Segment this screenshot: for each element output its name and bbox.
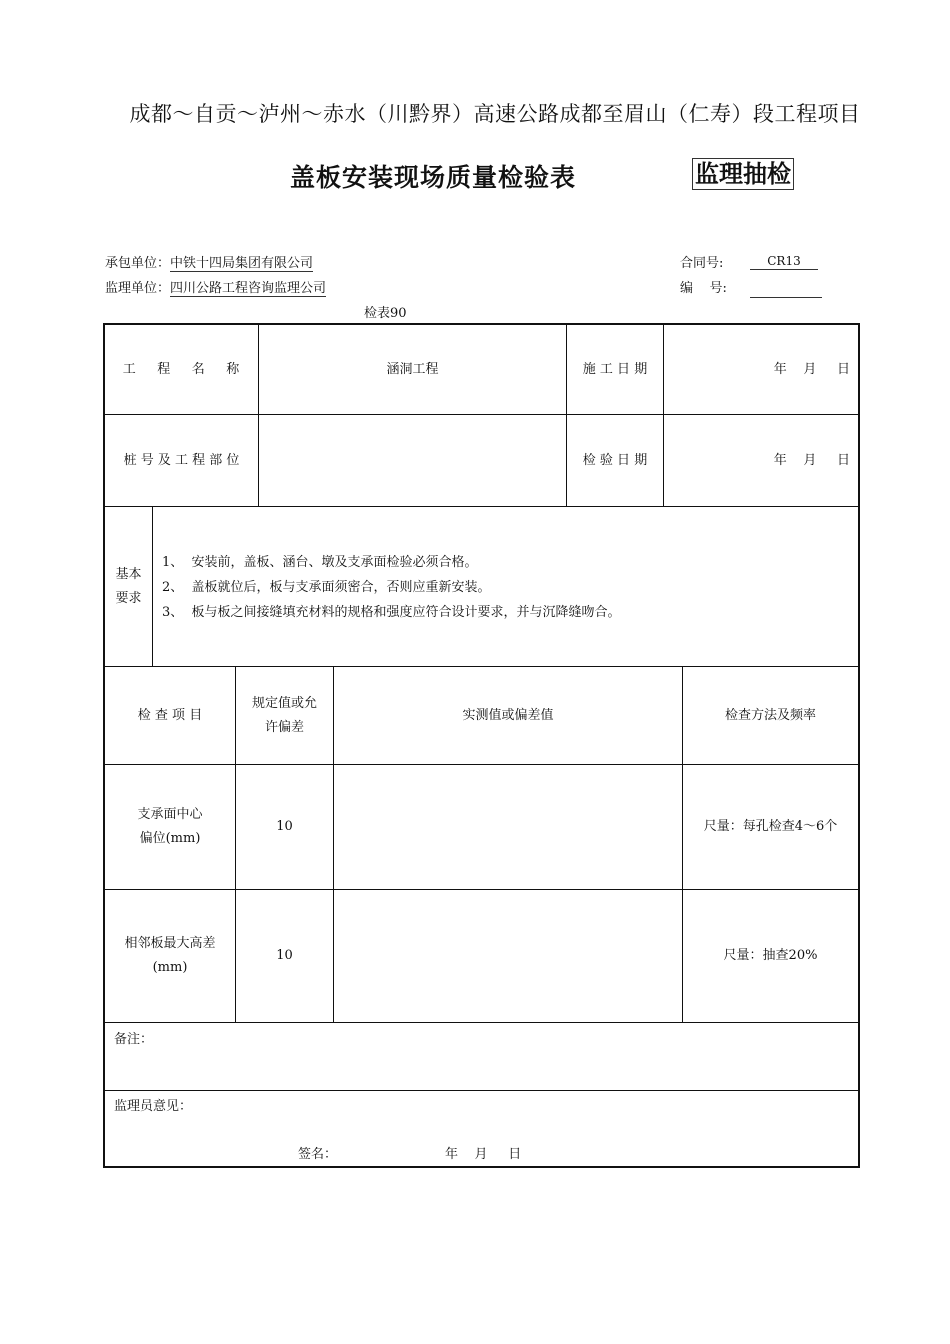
- basic-requirements-label-line2: 要求: [115, 590, 142, 606]
- contractor-row: [105, 252, 313, 271]
- serial-no-label: 编 号:: [680, 281, 727, 296]
- construction-date-label: 施 工 日 期: [582, 361, 648, 377]
- row-2-item-line1: 相邻板最大高差: [124, 936, 216, 951]
- remarks-label: 备注：: [114, 1032, 154, 1047]
- table-row-2-item: [105, 890, 235, 1022]
- row-1-measured[interactable]: [334, 765, 682, 889]
- station-label: 桩 号 及 工 程 部 位: [123, 452, 240, 468]
- form-title: 盖板安装现场质量检验表: [290, 163, 577, 192]
- col-header-spec-line2: 许偏差: [264, 719, 304, 735]
- contract-no-value: CR13: [750, 254, 818, 270]
- requirement-3: 3、 板与板之间接缝填充材料的规格和强度应符合设计要求，并与沉降缝吻合。: [162, 605, 621, 620]
- form-code: 检表90: [364, 306, 407, 321]
- inspection-date-label: 检 验 日 期: [582, 452, 648, 468]
- contractor-value: 中铁十四局集团有限公司: [170, 256, 314, 271]
- row-1-method: 尺量：每孔检查4～6个: [703, 819, 838, 834]
- row-2-method: 尺量：抽查20%: [723, 948, 818, 963]
- row-2-spec: 10: [276, 948, 293, 963]
- table-row-1-item: [105, 765, 235, 889]
- basic-requirements-label-line1: 基本: [115, 566, 142, 582]
- row-1-item-line2: 偏位(mm): [139, 831, 201, 846]
- col-header-measured: 实测值或偏差值: [462, 707, 554, 723]
- inspection-table: [103, 323, 860, 1168]
- contractor-label: 承包单位：: [105, 256, 171, 271]
- project-name-value: 涵洞工程: [386, 361, 439, 377]
- station-value[interactable]: [259, 415, 566, 506]
- opinion-label: 监理员意见：: [114, 1099, 193, 1114]
- col-header-method: 检查方法及频率: [724, 707, 816, 723]
- requirement-2: 2、 盖板就位后，板与支承面须密合，否则应重新安装。: [162, 580, 491, 595]
- basic-requirements-label: [105, 507, 152, 666]
- serial-no-field: [750, 296, 822, 298]
- inspection-date-value: 年 月 日: [773, 452, 850, 468]
- col-header-spec: [236, 667, 333, 764]
- row-1-spec: 10: [276, 819, 293, 834]
- project-name-label: 工 程 名 称: [122, 361, 241, 377]
- signature-label: 签名：: [298, 1147, 338, 1162]
- supervisor-label: 监理单位：: [105, 281, 171, 296]
- supervisor-value: 四川公路工程咨询监理公司: [170, 281, 327, 296]
- row-2-measured[interactable]: [334, 890, 682, 1022]
- contract-no-label: 合同号:: [680, 256, 724, 271]
- row-2-item-line2: (mm): [152, 960, 188, 975]
- construction-date-value: 年 月 日: [773, 361, 850, 377]
- supervisor-row: [105, 277, 326, 296]
- col-header-item: 检 查 项 目: [137, 707, 203, 723]
- col-header-spec-line1: 规定值或允: [251, 695, 317, 711]
- signature-date: 年 月 日: [445, 1147, 522, 1162]
- requirement-1: 1、 安装前，盖板、涵台、墩及支承面检验必须合格。: [162, 555, 478, 570]
- project-title: 成都～自贡～泸州～赤水（川黔界）高速公路成都至眉山（仁寿）段工程项目: [129, 102, 861, 126]
- row-1-item-line1: 支承面中心: [137, 807, 203, 822]
- inspection-type-badge: 监理抽检: [692, 158, 794, 190]
